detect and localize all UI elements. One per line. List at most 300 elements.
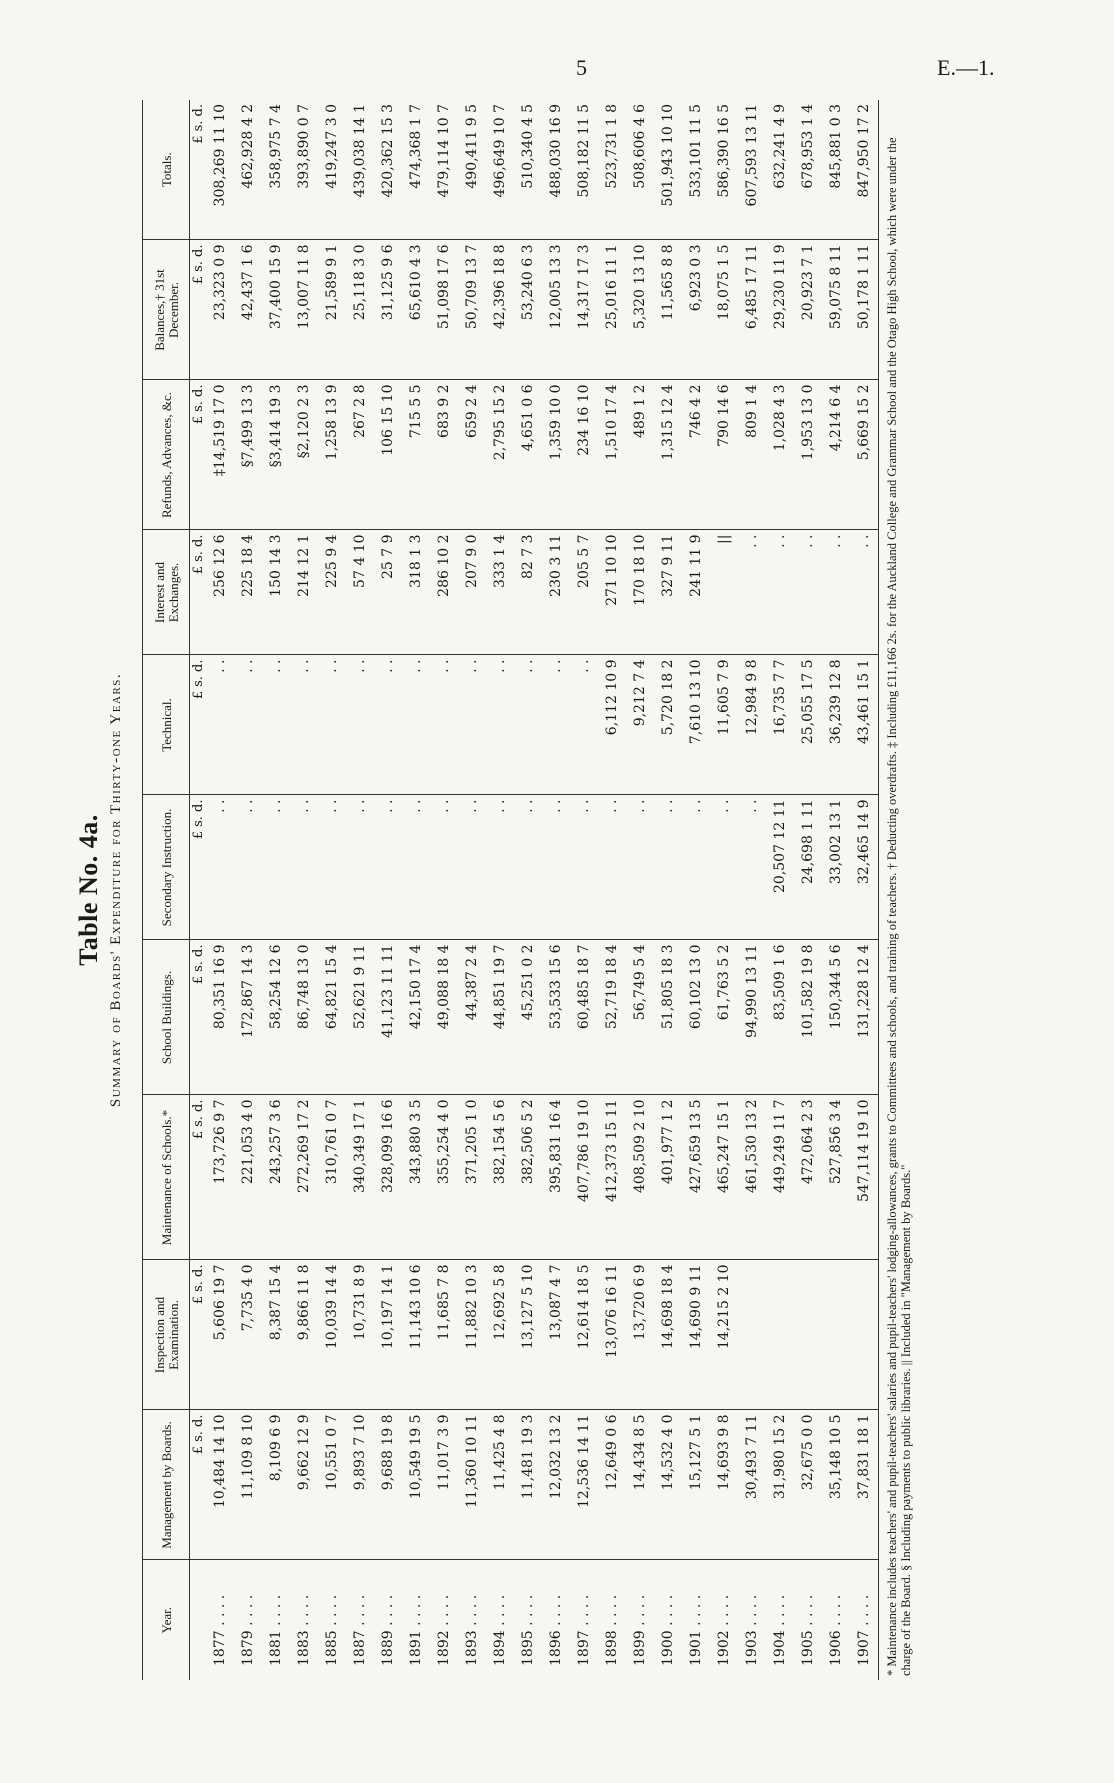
table-title: Table No. 4a. <box>74 814 103 966</box>
value-cell: 20,507 12 11 <box>766 795 794 940</box>
value-cell: 11,109 8 10 <box>234 1410 262 1560</box>
year-cell: 1889 . . . . <box>380 1594 396 1666</box>
value-cell: 12,649 0 6 <box>598 1410 626 1560</box>
value-cell: 474,368 1 7 <box>402 100 430 240</box>
value-cell: 1,510 17 4 <box>598 380 626 530</box>
table-row <box>402 100 430 1680</box>
value-cell: . . <box>402 655 430 795</box>
column-header: Interest and Exchanges. <box>143 530 190 655</box>
value-cell: 1,953 13 0 <box>794 380 822 530</box>
value-cell: 9,688 19 8 <box>374 1410 402 1560</box>
value-cell: 4,214 6 4 <box>822 380 850 530</box>
value-cell: 586,390 16 5 <box>710 100 738 240</box>
value-cell: 18,075 1 5 <box>710 240 738 380</box>
value-cell: . . <box>458 655 486 795</box>
value-cell: 101,582 19 8 <box>794 940 822 1095</box>
value-cell: 25,118 3 0 <box>346 240 374 380</box>
value-cell: 29,230 11 9 <box>766 240 794 380</box>
value-cell: 60,485 18 7 <box>570 940 598 1095</box>
value-cell: 172,867 14 3 <box>234 940 262 1095</box>
value-cell: 533,101 11 5 <box>682 100 710 240</box>
value-cell: 7,610 13 10 <box>682 655 710 795</box>
table-subtitle: Summary of Boards' Expenditure for Thirty-one Years. <box>108 672 124 1108</box>
value-cell: . . <box>514 655 542 795</box>
value-cell: 8,109 6 9 <box>262 1410 290 1560</box>
value-cell: 1,315 12 4 <box>654 380 682 530</box>
value-cell: 479,114 10 7 <box>430 100 458 240</box>
value-cell: 13,127 5 10 <box>514 1260 542 1410</box>
value-cell: 333 1 4 <box>486 530 514 655</box>
value-cell: . . <box>514 795 542 940</box>
table-row <box>458 100 486 1680</box>
value-cell: 13,007 11 8 <box>290 240 318 380</box>
value-cell: 150,344 5 6 <box>822 940 850 1095</box>
table-row <box>654 100 682 1680</box>
value-cell: 106 15 10 <box>374 380 402 530</box>
expenditure-table <box>142 100 879 1680</box>
year-cell: 1883 . . . . <box>296 1594 312 1666</box>
year-cell: 1894 . . . . <box>492 1594 508 1666</box>
value-cell: 523,731 1 8 <box>598 100 626 240</box>
value-cell: . . <box>206 795 234 940</box>
value-cell: 408,509 2 10 <box>626 1095 654 1260</box>
value-cell: 6,923 0 3 <box>682 240 710 380</box>
value-cell: 13,087 4 7 <box>542 1260 570 1410</box>
value-cell: 13,076 16 11 <box>598 1260 626 1410</box>
table-body <box>190 100 879 1680</box>
value-cell: 310,761 0 7 <box>318 1095 346 1260</box>
value-cell: 358,975 7 4 <box>262 100 290 240</box>
value-cell: 393,890 0 7 <box>290 100 318 240</box>
value-cell <box>850 1260 879 1410</box>
column-header: Inspection and Examination. <box>143 1260 190 1410</box>
value-cell: . . <box>710 795 738 940</box>
value-cell: 205 5 7 <box>570 530 598 655</box>
unit-cell: £ s. d. <box>190 1095 207 1260</box>
value-cell: 16,735 7 7 <box>766 655 794 795</box>
table-row <box>822 100 850 1680</box>
value-cell: 14,698 18 4 <box>654 1260 682 1410</box>
unit-cell: £ s. d. <box>190 100 207 240</box>
value-cell: . . <box>234 655 262 795</box>
value-cell: 510,340 4 5 <box>514 100 542 240</box>
value-cell: 234 16 10 <box>570 380 598 530</box>
value-cell: 94,990 13 11 <box>738 940 766 1095</box>
year-cell: 1906 . . . . <box>828 1594 844 1666</box>
table-row <box>598 100 626 1680</box>
table-row <box>262 100 290 1680</box>
value-cell: 8,387 15 4 <box>262 1260 290 1410</box>
year-cell: 1885 . . . . <box>324 1594 340 1666</box>
value-cell: 501,943 10 10 <box>654 100 682 240</box>
value-cell: . . <box>458 795 486 940</box>
value-cell: 49,088 18 4 <box>430 940 458 1095</box>
value-cell: 419,247 3 0 <box>318 100 346 240</box>
value-cell: . . <box>738 795 766 940</box>
year-cell: 1904 . . . . <box>772 1594 788 1666</box>
value-cell: 11,017 3 9 <box>430 1410 458 1560</box>
value-cell: 809 1 4 <box>738 380 766 530</box>
value-cell: 86,748 13 0 <box>290 940 318 1095</box>
value-cell: . . <box>738 530 766 655</box>
unit-cell: £ s. d. <box>190 1260 207 1410</box>
value-cell: 420,362 15 3 <box>374 100 402 240</box>
value-cell: 15,127 5 1 <box>682 1410 710 1560</box>
value-cell: 6,112 10 9 <box>598 655 626 795</box>
value-cell: . . <box>794 530 822 655</box>
value-cell: . . <box>234 795 262 940</box>
value-cell: 11,882 10 3 <box>458 1260 486 1410</box>
title-block <box>70 100 142 1680</box>
value-cell: . . <box>318 795 346 940</box>
year-cell: 1898 . . . . <box>604 1594 620 1666</box>
column-header: Totals. <box>143 100 190 240</box>
value-cell: . . <box>430 655 458 795</box>
value-cell: . . <box>290 795 318 940</box>
value-cell: 32,675 0 0 <box>794 1410 822 1560</box>
value-cell: §3,414 19 3 <box>262 380 290 530</box>
year-cell: 1897 . . . . <box>576 1594 592 1666</box>
value-cell: || <box>710 530 738 655</box>
unit-cell: £ s. d. <box>190 530 207 655</box>
value-cell: . . <box>542 655 570 795</box>
value-cell: 57 4 10 <box>346 530 374 655</box>
value-cell: 256 12 6 <box>206 530 234 655</box>
value-cell: 267 2 8 <box>346 380 374 530</box>
value-cell <box>794 1260 822 1410</box>
table-row <box>290 100 318 1680</box>
value-cell: 20,923 7 1 <box>794 240 822 380</box>
value-cell: . . <box>206 655 234 795</box>
value-cell: . . <box>262 655 290 795</box>
value-cell: 221,053 4 0 <box>234 1095 262 1260</box>
value-cell: 61,763 5 2 <box>710 940 738 1095</box>
value-cell: 50,709 13 7 <box>458 240 486 380</box>
footnotes <box>885 100 913 1680</box>
value-cell: 9,662 12 9 <box>290 1410 318 1560</box>
value-cell: 1,359 10 0 <box>542 380 570 530</box>
value-cell: 607,593 13 11 <box>738 100 766 240</box>
value-cell: . . <box>626 795 654 940</box>
column-header: School Buildings. <box>143 940 190 1095</box>
value-cell: 131,228 12 4 <box>850 940 879 1095</box>
value-cell: 371,205 1 0 <box>458 1095 486 1260</box>
value-cell: 51,805 18 3 <box>654 940 682 1095</box>
year-cell: 1892 . . . . <box>436 1594 452 1666</box>
table-row <box>430 100 458 1680</box>
value-cell: 50,178 1 11 <box>850 240 879 380</box>
value-cell: 327 9 11 <box>654 530 682 655</box>
value-cell: 659 2 4 <box>458 380 486 530</box>
year-cell: 1891 . . . . <box>408 1594 424 1666</box>
year-cell: 1879 . . . . <box>240 1594 256 1666</box>
table-row <box>514 100 542 1680</box>
year-cell: 1903 . . . . <box>744 1594 760 1666</box>
value-cell: §7,499 13 3 <box>234 380 262 530</box>
value-cell: . . <box>402 795 430 940</box>
value-cell: 52,719 18 4 <box>598 940 626 1095</box>
value-cell: 225 9 4 <box>318 530 346 655</box>
table-row <box>486 100 514 1680</box>
table-row <box>682 100 710 1680</box>
value-cell: 11,685 7 8 <box>430 1260 458 1410</box>
value-cell: 2,795 15 2 <box>486 380 514 530</box>
footnote: * Maintenance includes teachers' and pupil-teachers' salaries and pupil-teachers' lodging-allowances, grants to Committees and schools, and training of teachers. † Deducting overdrafts. ‡ Including £11,166 2s. for the Auckland College and Grammar School and the Otago High School, which were under the charge of the Board. § Including payments to public libraries. || Included in "Management by Boards." <box>885 137 913 1676</box>
value-cell: 272,269 17 2 <box>290 1095 318 1260</box>
value-cell: 790 14 6 <box>710 380 738 530</box>
value-cell: 10,039 14 4 <box>318 1260 346 1410</box>
table-row <box>626 100 654 1680</box>
value-cell: 5,669 15 2 <box>850 380 879 530</box>
value-cell: 243,257 3 6 <box>262 1095 290 1260</box>
value-cell: 286 10 2 <box>430 530 458 655</box>
value-cell: 25 7 9 <box>374 530 402 655</box>
value-cell <box>822 1260 850 1410</box>
rotated-table-page <box>70 100 1070 1680</box>
value-cell: 14,215 2 10 <box>710 1260 738 1410</box>
value-cell: 31,125 9 6 <box>374 240 402 380</box>
unit-cell: £ s. d. <box>190 380 207 530</box>
column-header: Secondary Instruction. <box>143 795 190 940</box>
value-cell: 13,720 6 9 <box>626 1260 654 1410</box>
value-cell: 44,851 19 7 <box>486 940 514 1095</box>
value-cell: 45,251 0 2 <box>514 940 542 1095</box>
value-cell: 490,411 9 5 <box>458 100 486 240</box>
value-cell: 37,831 18 1 <box>850 1410 879 1560</box>
value-cell: 9,866 11 8 <box>290 1260 318 1410</box>
value-cell: 7,735 4 0 <box>234 1260 262 1410</box>
value-cell: . . <box>542 795 570 940</box>
value-cell: . . <box>570 655 598 795</box>
value-cell: . . <box>654 795 682 940</box>
value-cell: 683 9 2 <box>430 380 458 530</box>
value-cell: 42,437 1 6 <box>234 240 262 380</box>
value-cell: 11,481 19 3 <box>514 1410 542 1560</box>
value-cell: . . <box>318 655 346 795</box>
value-cell: 24,698 1 11 <box>794 795 822 940</box>
value-cell: 12,005 13 3 <box>542 240 570 380</box>
value-cell: 488,030 16 9 <box>542 100 570 240</box>
value-cell: 44,387 2 4 <box>458 940 486 1095</box>
value-cell: 401,977 1 2 <box>654 1095 682 1260</box>
table-row <box>794 100 822 1680</box>
value-cell: ‡14,519 17 0 <box>206 380 234 530</box>
year-cell: 1887 . . . . <box>352 1594 368 1666</box>
value-cell: 407,786 19 10 <box>570 1095 598 1260</box>
value-cell: 382,154 5 6 <box>486 1095 514 1260</box>
unit-cell: £ s. d. <box>190 795 207 940</box>
value-cell: 12,614 18 5 <box>570 1260 598 1410</box>
value-cell: 30,493 7 11 <box>738 1410 766 1560</box>
value-cell: 11,565 8 8 <box>654 240 682 380</box>
value-cell: 170 18 10 <box>626 530 654 655</box>
value-cell: 214 12 1 <box>290 530 318 655</box>
value-cell: 12,032 13 2 <box>542 1410 570 1560</box>
value-cell: 83,509 1 6 <box>766 940 794 1095</box>
table-row <box>318 100 346 1680</box>
table-row <box>766 100 794 1680</box>
value-cell: 42,150 17 4 <box>402 940 430 1095</box>
value-cell: . . <box>570 795 598 940</box>
value-cell: 1,028 4 3 <box>766 380 794 530</box>
value-cell <box>766 1260 794 1410</box>
column-header: Maintenance of Schools.* <box>143 1095 190 1260</box>
year-cell: 1881 . . . . <box>268 1594 284 1666</box>
value-cell: 10,551 0 7 <box>318 1410 346 1560</box>
value-cell: 41,123 11 11 <box>374 940 402 1095</box>
value-cell: 37,400 15 9 <box>262 240 290 380</box>
value-cell: 14,532 4 0 <box>654 1410 682 1560</box>
value-cell: . . <box>486 795 514 940</box>
value-cell: 225 18 4 <box>234 530 262 655</box>
year-cell: 1907 . . . . <box>850 1560 879 1680</box>
value-cell: . . <box>290 655 318 795</box>
value-cell: §2,120 2 3 <box>290 380 318 530</box>
value-cell: . . <box>346 655 374 795</box>
page-reference: E.—1. <box>937 55 995 80</box>
value-cell: . . <box>598 795 626 940</box>
value-cell: 6,485 17 11 <box>738 240 766 380</box>
value-cell: 308,269 11 10 <box>206 100 234 240</box>
year-cell: 1896 . . . . <box>548 1594 564 1666</box>
year-cell: 1905 . . . . <box>800 1594 816 1666</box>
value-cell: . . <box>374 795 402 940</box>
year-cell: 1899 . . . . <box>632 1594 648 1666</box>
value-cell: 489 1 2 <box>626 380 654 530</box>
value-cell: . . <box>682 795 710 940</box>
table-row <box>234 100 262 1680</box>
value-cell: . . <box>822 530 850 655</box>
value-cell: . . <box>374 655 402 795</box>
value-cell: 847,950 17 2 <box>850 100 879 240</box>
year-cell: 1893 . . . . <box>464 1594 480 1666</box>
value-cell: 678,953 1 4 <box>794 100 822 240</box>
value-cell: 56,749 5 4 <box>626 940 654 1095</box>
value-cell: 461,530 13 2 <box>738 1095 766 1260</box>
column-header: Refunds, Advances, &c. <box>143 380 190 530</box>
value-cell: . . <box>486 655 514 795</box>
value-cell: 746 4 2 <box>682 380 710 530</box>
year-cell: 1900 . . . . <box>660 1594 676 1666</box>
table-row <box>850 100 879 1680</box>
value-cell: 173,726 9 7 <box>206 1095 234 1260</box>
column-header: Management by Boards. <box>143 1410 190 1560</box>
value-cell: 10,197 14 1 <box>374 1260 402 1410</box>
table-row <box>374 100 402 1680</box>
units-row <box>190 100 207 1680</box>
value-cell: 42,396 18 8 <box>486 240 514 380</box>
value-cell: 58,254 12 6 <box>262 940 290 1095</box>
value-cell: 14,693 9 8 <box>710 1410 738 1560</box>
value-cell: 1,258 13 9 <box>318 380 346 530</box>
value-cell: 14,317 17 3 <box>570 240 598 380</box>
value-cell: 496,649 10 7 <box>486 100 514 240</box>
value-cell: 5,720 18 2 <box>654 655 682 795</box>
value-cell: 4,651 0 6 <box>514 380 542 530</box>
value-cell: 465,247 15 1 <box>710 1095 738 1260</box>
value-cell: 715 5 5 <box>402 380 430 530</box>
value-cell: 25,016 11 1 <box>598 240 626 380</box>
value-cell: 9,212 7 4 <box>626 655 654 795</box>
value-cell: 64,821 15 4 <box>318 940 346 1095</box>
value-cell: . . <box>262 795 290 940</box>
value-cell: 632,241 4 9 <box>766 100 794 240</box>
value-cell: 11,143 10 6 <box>402 1260 430 1410</box>
value-cell: 5,320 13 10 <box>626 240 654 380</box>
value-cell: 11,425 4 8 <box>486 1410 514 1560</box>
value-cell: 52,621 9 11 <box>346 940 374 1095</box>
column-header: Balances,† 31st December. <box>143 240 190 380</box>
value-cell: 427,659 13 5 <box>682 1095 710 1260</box>
column-header: Technical. <box>143 655 190 795</box>
value-cell: 80,351 16 9 <box>206 940 234 1095</box>
value-cell: 527,856 3 4 <box>822 1095 850 1260</box>
value-cell: . . <box>430 795 458 940</box>
column-header: Year. <box>143 1560 190 1680</box>
value-cell: . . <box>346 795 374 940</box>
value-cell: 53,240 6 3 <box>514 240 542 380</box>
value-cell: 395,831 16 4 <box>542 1095 570 1260</box>
value-cell <box>738 1260 766 1410</box>
value-cell: 36,239 12 8 <box>822 655 850 795</box>
table-row <box>542 100 570 1680</box>
year-cell: 1895 . . . . <box>520 1594 536 1666</box>
year-cell: 1901 . . . . <box>688 1594 704 1666</box>
value-cell: . . <box>850 530 879 655</box>
value-cell: 449,249 11 7 <box>766 1095 794 1260</box>
value-cell: 439,038 14 1 <box>346 100 374 240</box>
unit-cell: £ s. d. <box>190 240 207 380</box>
unit-cell: £ s. d. <box>190 940 207 1095</box>
value-cell: 12,984 9 8 <box>738 655 766 795</box>
value-cell: 82 7 3 <box>514 530 542 655</box>
value-cell: . . <box>766 530 794 655</box>
page-number: 5 <box>576 55 587 80</box>
value-cell: 25,055 17 5 <box>794 655 822 795</box>
year-cell: 1902 . . . . <box>716 1594 732 1666</box>
value-cell: 33,002 13 1 <box>822 795 850 940</box>
value-cell: 12,536 14 11 <box>570 1410 598 1560</box>
value-cell: 14,690 9 11 <box>682 1260 710 1410</box>
value-cell: 9,893 7 10 <box>346 1410 374 1560</box>
value-cell: 845,881 0 3 <box>822 100 850 240</box>
unit-cell: £ s. d. <box>190 655 207 795</box>
value-cell: 207 9 0 <box>458 530 486 655</box>
unit-cell: £ s. d. <box>190 1410 207 1560</box>
value-cell: 462,928 4 2 <box>234 100 262 240</box>
table-row <box>346 100 374 1680</box>
value-cell: 5,606 19 7 <box>206 1260 234 1410</box>
value-cell: 340,349 17 1 <box>346 1095 374 1260</box>
value-cell: 318 1 3 <box>402 530 430 655</box>
value-cell: 31,980 15 2 <box>766 1410 794 1560</box>
value-cell: 14,434 8 5 <box>626 1410 654 1560</box>
value-cell: 241 11 9 <box>682 530 710 655</box>
value-cell: 51,098 17 6 <box>430 240 458 380</box>
value-cell: 547,114 19 10 <box>850 1095 879 1260</box>
table-row <box>570 100 598 1680</box>
value-cell: 65,610 4 3 <box>402 240 430 380</box>
value-cell: 355,254 4 0 <box>430 1095 458 1260</box>
value-cell: 21,589 9 1 <box>318 240 346 380</box>
value-cell: 35,148 10 5 <box>822 1410 850 1560</box>
value-cell: 472,064 2 3 <box>794 1095 822 1260</box>
value-cell: 508,182 11 5 <box>570 100 598 240</box>
value-cell: 11,605 7 9 <box>710 655 738 795</box>
value-cell: 412,373 15 11 <box>598 1095 626 1260</box>
header-row <box>143 100 190 1680</box>
value-cell: 43,461 15 1 <box>850 655 879 795</box>
